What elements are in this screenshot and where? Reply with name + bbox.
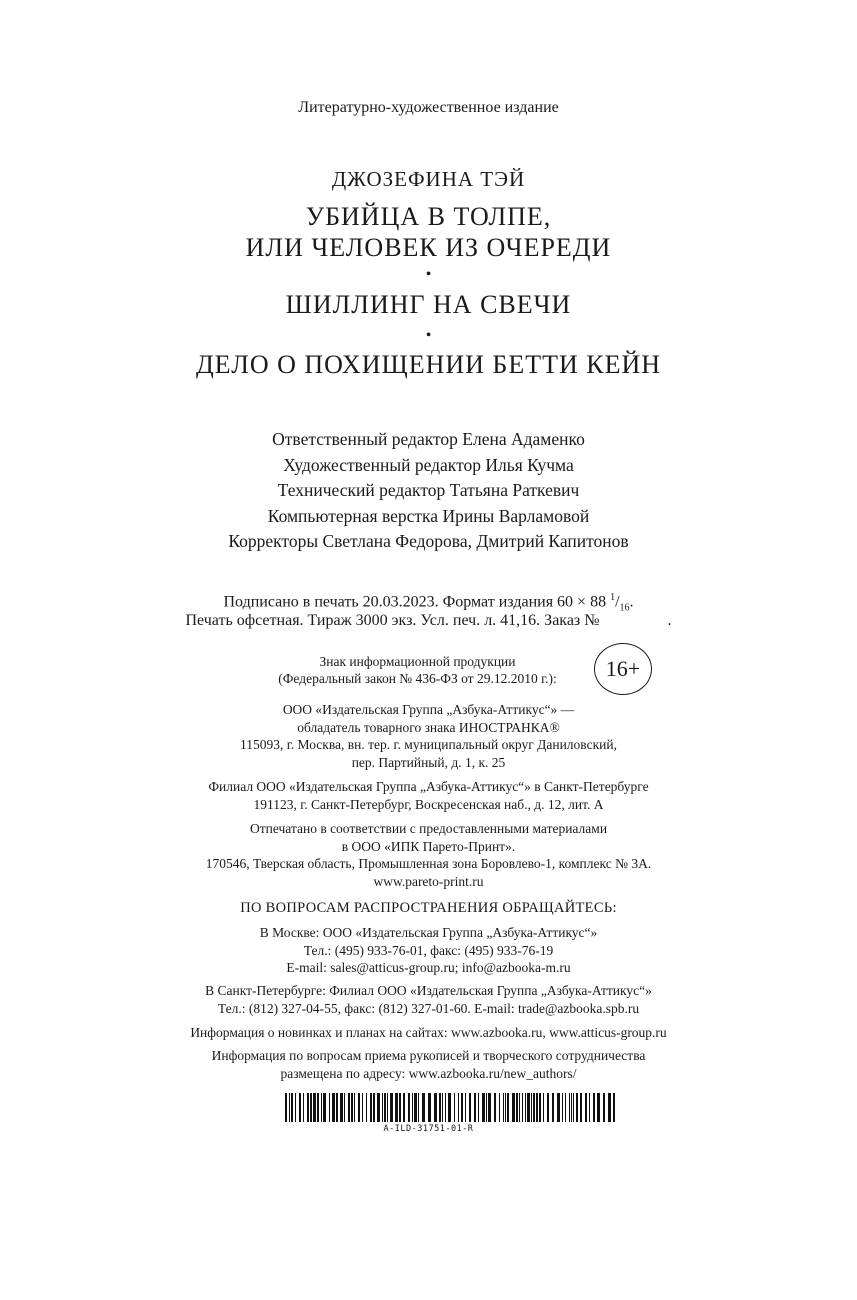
printer-line: Отпечатано в соответствии с предоставленными материалами bbox=[249, 821, 608, 836]
printer-line: 170546, Тверская область, Промышленная зона Боровлево-1, комплекс № 3А. bbox=[205, 856, 652, 872]
credit-line: Ответственный редактор Елена Адаменко bbox=[272, 429, 585, 449]
title-2: ШИЛЛИНГ НА СВЕЧИ bbox=[285, 290, 572, 319]
print-signed-line bbox=[0, 592, 857, 614]
distribution-spb bbox=[0, 982, 857, 1017]
credit-line: Технический редактор Татьяна Раткевич bbox=[277, 480, 580, 500]
distribution-moscow bbox=[0, 924, 857, 977]
distribution-heading: ПО ВОПРОСАМ РАСПРОСТРАНЕНИЯ ОБРАЩАЙТЕСЬ: bbox=[240, 900, 617, 916]
print-signed-text: Подписано в печать 20.03.2023. Формат издания 60 × 88 bbox=[223, 593, 611, 611]
print-order-line bbox=[0, 612, 857, 630]
print-order-text: Печать офсетная. Тираж 3000 экз. Усл. печ. л. 41,16. Заказ № bbox=[185, 612, 600, 629]
credit-line: Компьютерная верстка Ирины Варламовой bbox=[267, 505, 590, 526]
genre-label: Литературно-художественное издание bbox=[298, 99, 559, 116]
age-sign-label bbox=[250, 653, 585, 687]
barcode bbox=[285, 1093, 615, 1122]
title-3: ДЕЛО О ПОХИЩЕНИИ БЕТТИ КЕЙН bbox=[195, 350, 662, 379]
age-rating-badge bbox=[594, 643, 652, 695]
moscow-phone: Тел.: (495) 933-76-01, факс: (495) 933-76-19 bbox=[303, 942, 554, 958]
spb-line: В Санкт-Петербурге: Филиал ООО «Издательская Группа „Азбука-Аттикус“» bbox=[205, 983, 652, 998]
printer-info bbox=[0, 820, 857, 890]
publisher-line: 115093, г. Москва, вн. тер. г. муниципальный округ Даниловский, bbox=[240, 737, 617, 753]
barcode-text: A-ILD-31751-01-R bbox=[383, 1124, 474, 1134]
age-sign-label-line-2: (Федеральный закон № 436-ФЗ от 29.12.2010 г.): bbox=[278, 671, 557, 686]
publisher-line: обладатель товарного знака ИНОСТРАНКА® bbox=[297, 719, 560, 735]
author-name: ДЖОЗЕФИНА ТЭЙ bbox=[331, 167, 526, 191]
branch-line: Филиал ООО «Издательская Группа „Азбука-Аттикус“» в Санкт-Петербурге bbox=[208, 779, 649, 794]
branch-info bbox=[0, 778, 857, 813]
printer-website: www.pareto-print.ru bbox=[373, 873, 484, 889]
publisher-line: пер. Партийный, д. 1, к. 25 bbox=[351, 754, 506, 770]
manuscripts-line: размещена по адресу: www.azbooka.ru/new_authors/ bbox=[280, 1065, 577, 1081]
moscow-line: В Москве: ООО «Издательская Группа „Азбука-Аттикус“» bbox=[259, 925, 598, 940]
format-slash: / bbox=[615, 593, 620, 611]
credit-line: Корректоры Светлана Федорова, Дмитрий Капитонов bbox=[228, 531, 629, 551]
format-denominator: 16 bbox=[619, 602, 630, 614]
separator-bullet: • bbox=[425, 327, 432, 344]
publisher-info bbox=[0, 701, 857, 771]
age-rating-value: 16+ bbox=[605, 656, 641, 681]
manuscripts-line: Информация по вопросам приема рукописей и творческого сотрудничества bbox=[211, 1048, 646, 1063]
title-1-line-2: ИЛИ ЧЕЛОВЕК ИЗ ОЧЕРЕДИ bbox=[245, 233, 612, 262]
spb-contacts: Тел.: (812) 327-04-55, факс: (812) 327-01-60. E-mail: trade@azbooka.spb.ru bbox=[217, 1000, 640, 1016]
info-sites: Информация о новинках и планах на сайтах: www.azbooka.ru, www.atticus-group.ru bbox=[190, 1025, 667, 1040]
title-1-line-1: УБИЙЦА В ТОЛПЕ, bbox=[305, 202, 552, 231]
print-signed-end: . bbox=[629, 593, 634, 611]
credits-list bbox=[0, 427, 857, 555]
branch-line: 191123, г. Санкт-Петербург, Воскресенская наб., д. 12, лит. А bbox=[253, 796, 604, 812]
manuscripts-info bbox=[0, 1047, 857, 1082]
credit-line: Художественный редактор Илья Кучма bbox=[283, 454, 574, 475]
format-numerator: 1 bbox=[610, 592, 616, 603]
publisher-line: ООО «Издательская Группа „Азбука-Аттикус“» — bbox=[282, 702, 575, 717]
print-order-end: . bbox=[667, 612, 672, 629]
separator-bullet: • bbox=[425, 266, 432, 283]
printer-line: в ООО «ИПК Парето-Принт». bbox=[341, 838, 516, 854]
title-1 bbox=[0, 201, 857, 263]
moscow-email: E-mail: sales@atticus-group.ru; info@azbooka-m.ru bbox=[286, 960, 571, 976]
age-sign-label-line-1: Знак информационной продукции bbox=[319, 654, 516, 669]
